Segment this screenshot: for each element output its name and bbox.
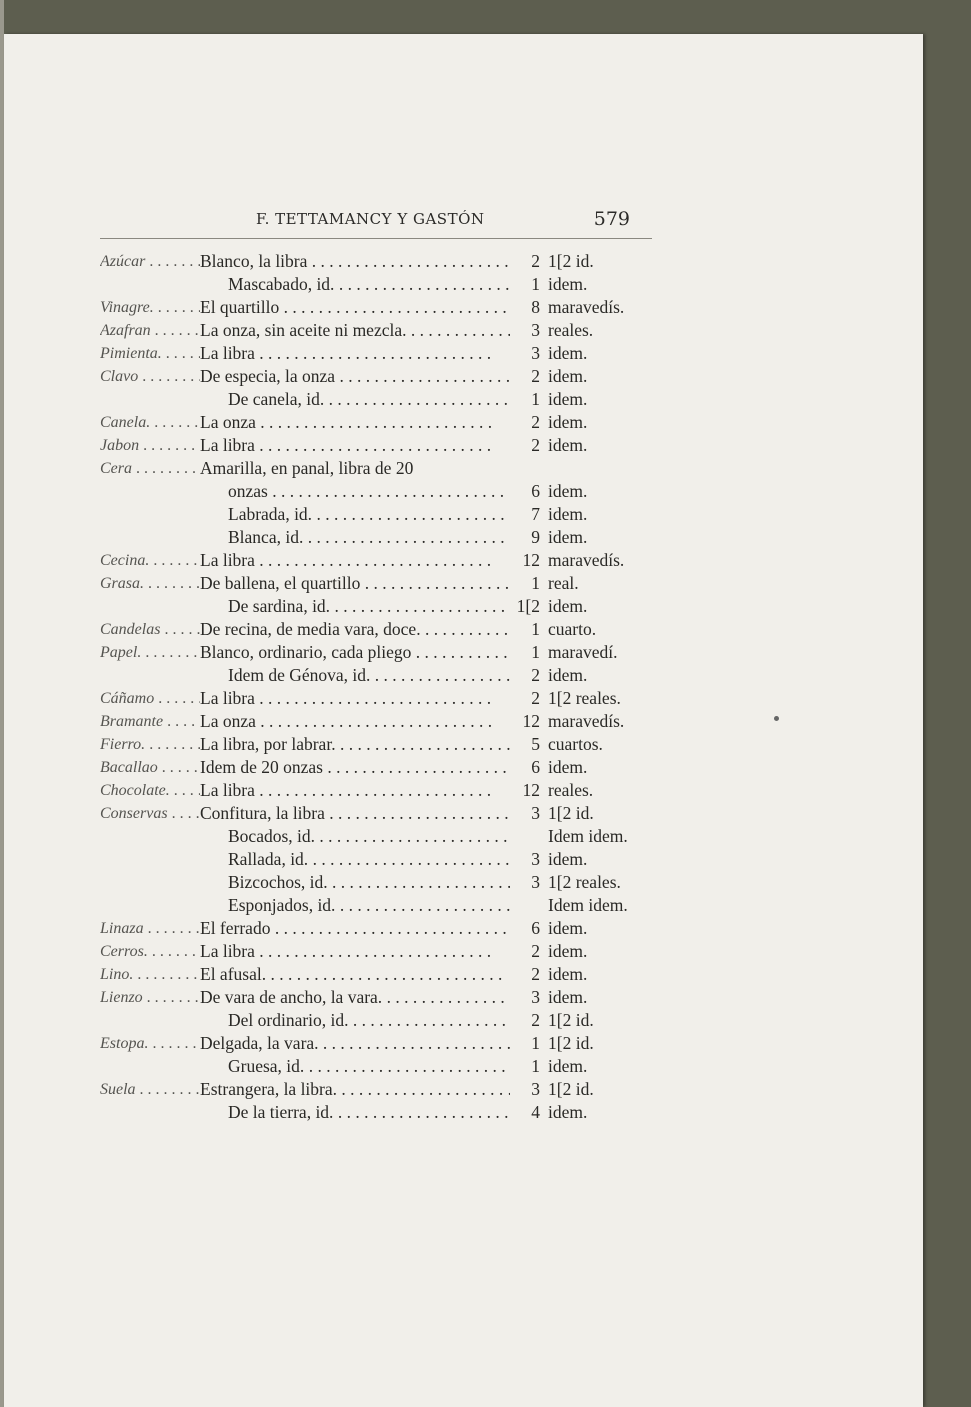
item-label: Suela . . . — [100, 1078, 200, 1101]
item-quantity: 3 — [531, 987, 540, 1007]
item-unit: idem. — [548, 527, 588, 547]
item-description: Del ordinario, id. . . . — [228, 1009, 510, 1032]
list-item — [100, 917, 660, 940]
item-unit: cuarto. — [548, 619, 597, 639]
item-quantity: 1 — [531, 274, 540, 294]
item-unit: 1[2 id. — [548, 251, 594, 271]
list-item — [100, 779, 660, 802]
item-quantity: 7 — [531, 504, 540, 524]
item-description: La libra . . . — [200, 434, 510, 457]
item-quantity: 1 — [531, 573, 540, 593]
item-description: De especia, la onza . . . — [200, 365, 510, 388]
item-unit: cuartos. — [548, 734, 603, 754]
item-unit: 1[2 reales. — [548, 872, 621, 892]
item-quantity: 3 — [531, 343, 540, 363]
page-number: 579 — [593, 208, 630, 230]
item-quantity: 2 — [531, 412, 540, 432]
list-item — [100, 549, 660, 572]
list-item — [100, 273, 660, 296]
list-item — [100, 595, 660, 618]
item-description: La libra . . . — [200, 940, 510, 963]
item-quantity: 12 — [522, 550, 540, 570]
item-quantity: 1 — [531, 389, 540, 409]
item-unit: idem. — [548, 1056, 588, 1076]
item-unit: idem. — [548, 757, 588, 777]
item-label: Papel. . . . — [100, 641, 200, 664]
item-description: El afusal. . . . — [200, 963, 510, 986]
list-item — [100, 526, 660, 549]
item-unit: maravedís. — [548, 711, 625, 731]
item-description: Bocados, id. . . . — [228, 825, 510, 848]
item-unit: idem. — [548, 504, 588, 524]
item-quantity: 2 — [531, 964, 540, 984]
list-item — [100, 319, 660, 342]
item-description: Bizcochos, id. . . . — [228, 871, 510, 894]
item-label: Chocolate. . . . — [100, 779, 200, 802]
item-unit: idem. — [548, 366, 588, 386]
item-unit: idem. — [548, 665, 588, 685]
item-label: Azúcar . . . — [100, 250, 200, 273]
item-description: De vara de ancho, la vara. . . . — [200, 986, 510, 1009]
item-quantity: 3 — [531, 872, 540, 892]
item-description: Blanco, la libra . . . — [200, 250, 510, 273]
item-quantity: 8 — [531, 297, 540, 317]
list-item — [100, 1055, 660, 1078]
item-unit: idem. — [548, 435, 588, 455]
item-unit: idem. — [548, 481, 588, 501]
item-description: Gruesa, id. . . . — [228, 1055, 510, 1078]
item-description: Estrangera, la libra. . . . — [200, 1078, 510, 1101]
list-item — [100, 733, 660, 756]
item-quantity: 6 — [531, 918, 540, 938]
item-unit: idem. — [548, 389, 588, 409]
price-list — [100, 250, 660, 1124]
item-unit: idem. — [548, 941, 588, 961]
item-quantity: 9 — [531, 527, 540, 547]
item-description: Blanco, ordinario, cada pliego . . . — [200, 641, 510, 664]
item-unit: reales. — [548, 780, 594, 800]
item-label: Pimienta. . . . — [100, 342, 200, 365]
item-unit: Idem idem. — [548, 895, 628, 915]
item-quantity: 2 — [531, 435, 540, 455]
item-description: La onza, sin aceite ni mezcla. . . . — [200, 319, 510, 342]
item-quantity: 1 — [531, 1033, 540, 1053]
item-description: Rallada, id. . . . — [228, 848, 510, 871]
item-description: Amarilla, en panal, libra de 20 — [200, 458, 414, 478]
item-quantity: 1 — [531, 642, 540, 662]
item-description: La libra . . . — [200, 549, 510, 572]
list-item — [100, 388, 660, 411]
list-item — [100, 572, 660, 595]
item-quantity: 1 — [531, 619, 540, 639]
item-description: De ballena, el quartillo . . . — [200, 572, 510, 595]
item-quantity: 6 — [531, 757, 540, 777]
list-item — [100, 503, 660, 526]
item-label: Linaza . . . — [100, 917, 200, 940]
item-description: El quartillo . . . — [200, 296, 510, 319]
item-label: Cáñamo . . . — [100, 687, 200, 710]
list-item — [100, 848, 660, 871]
item-description: Mascabado, id. . . . — [228, 273, 510, 296]
list-item — [100, 756, 660, 779]
item-description: De la tierra, id. . . . — [228, 1101, 510, 1124]
item-unit: idem. — [548, 964, 588, 984]
item-unit: 1[2 id. — [548, 1033, 594, 1053]
item-description: La libra . . . — [200, 342, 510, 365]
item-description: Idem de Génova, id. . . . — [228, 664, 510, 687]
item-quantity: 1[2 — [516, 596, 540, 616]
list-item — [100, 871, 660, 894]
item-description: Labrada, id. . . . — [228, 503, 510, 526]
item-quantity: 1 — [531, 1056, 540, 1076]
item-quantity: 4 — [531, 1102, 540, 1122]
item-description: Blanca, id. . . . — [228, 526, 510, 549]
item-label: Jabon . . . — [100, 434, 200, 457]
item-quantity: 6 — [531, 481, 540, 501]
list-item — [100, 940, 660, 963]
item-unit: 1[2 reales. — [548, 688, 621, 708]
item-label: Conservas . . . — [100, 802, 200, 825]
list-item — [100, 664, 660, 687]
item-description: La libra, por labrar. . . . — [200, 733, 510, 756]
item-quantity: 2 — [531, 665, 540, 685]
item-quantity: 2 — [531, 1010, 540, 1030]
item-unit: idem. — [548, 987, 588, 1007]
item-description: La libra . . . — [200, 687, 510, 710]
list-item — [100, 296, 660, 319]
item-unit: reales. — [548, 320, 594, 340]
list-item — [100, 1101, 660, 1124]
item-label: Cecina. . . . — [100, 549, 200, 572]
item-description: De canela, id. . . . — [228, 388, 510, 411]
item-quantity: 3 — [531, 849, 540, 869]
list-item — [100, 825, 660, 848]
item-unit: maravedís. — [548, 297, 625, 317]
list-item — [100, 365, 660, 388]
list-item — [100, 1078, 660, 1101]
header-author: F. TETTAMANCY Y GASTÓN — [256, 210, 485, 228]
list-item — [100, 480, 660, 503]
list-item — [100, 250, 660, 273]
list-item — [100, 342, 660, 365]
item-label: Fierro. . . . — [100, 733, 200, 756]
item-unit: maravedí. — [548, 642, 618, 662]
item-description: Confitura, la libra . . . — [200, 802, 510, 825]
item-description: Idem de 20 onzas . . . — [200, 756, 510, 779]
item-label: Azafran . . . — [100, 319, 200, 342]
item-label: Estopa. . . . — [100, 1032, 200, 1055]
item-description: De recina, de media vara, doce. . . . — [200, 618, 510, 641]
item-label: Bacallao . . . — [100, 756, 200, 779]
item-quantity: 2 — [531, 366, 540, 386]
item-label: Candelas . . . — [100, 618, 200, 641]
item-label: Vinagre. . . . — [100, 296, 200, 319]
item-label: Lino. . . . — [100, 963, 200, 986]
item-quantity: 3 — [531, 320, 540, 340]
item-unit: maravedís. — [548, 550, 625, 570]
list-item — [100, 618, 660, 641]
item-label: Lienzo . . . — [100, 986, 200, 1009]
item-quantity: 2 — [531, 251, 540, 271]
item-label: Cera . . . — [100, 457, 200, 480]
list-item — [100, 986, 660, 1009]
item-unit: 1[2 id. — [548, 1010, 594, 1030]
ink-speck — [774, 716, 779, 721]
item-quantity: 3 — [531, 1079, 540, 1099]
list-item — [100, 1032, 660, 1055]
item-unit: idem. — [548, 1102, 588, 1122]
item-unit: 1[2 id. — [548, 803, 594, 823]
item-quantity: 12 — [522, 711, 540, 731]
item-label: Grasa. . . . — [100, 572, 200, 595]
item-quantity: 3 — [531, 803, 540, 823]
item-unit: 1[2 id. — [548, 1079, 594, 1099]
item-unit: idem. — [548, 918, 588, 938]
list-item — [100, 963, 660, 986]
item-description: onzas . . . — [228, 480, 510, 503]
item-label: Cerros. . . . — [100, 940, 200, 963]
item-unit: real. — [548, 573, 579, 593]
list-item — [100, 411, 660, 434]
list-item — [100, 1009, 660, 1032]
item-description: La onza . . . — [200, 710, 510, 733]
item-quantity: 2 — [531, 688, 540, 708]
item-quantity: 12 — [522, 780, 540, 800]
list-item — [100, 641, 660, 664]
list-item — [100, 434, 660, 457]
item-quantity: 5 — [531, 734, 540, 754]
list-item — [100, 687, 660, 710]
item-description: Esponjados, id. . . . — [228, 894, 510, 917]
item-unit: idem. — [548, 274, 588, 294]
item-unit: idem. — [548, 343, 588, 363]
list-item — [100, 710, 660, 733]
item-label: Canela. . . . — [100, 411, 200, 434]
running-header — [100, 206, 652, 239]
item-label: Clavo . . . — [100, 365, 200, 388]
item-description: La onza . . . — [200, 411, 510, 434]
item-quantity: 2 — [531, 941, 540, 961]
item-description: La libra . . . — [200, 779, 510, 802]
list-item — [100, 894, 660, 917]
item-description: De sardina, id. . . . — [228, 595, 510, 618]
item-unit: Idem idem. — [548, 826, 628, 846]
item-label: Bramante . . . — [100, 710, 200, 733]
item-unit: idem. — [548, 412, 588, 432]
list-item — [100, 802, 660, 825]
item-unit: idem. — [548, 849, 588, 869]
list-item — [100, 457, 660, 480]
item-unit: idem. — [548, 596, 588, 616]
item-description: Delgada, la vara. . . . — [200, 1032, 510, 1055]
item-description: El ferrado . . . — [200, 917, 510, 940]
